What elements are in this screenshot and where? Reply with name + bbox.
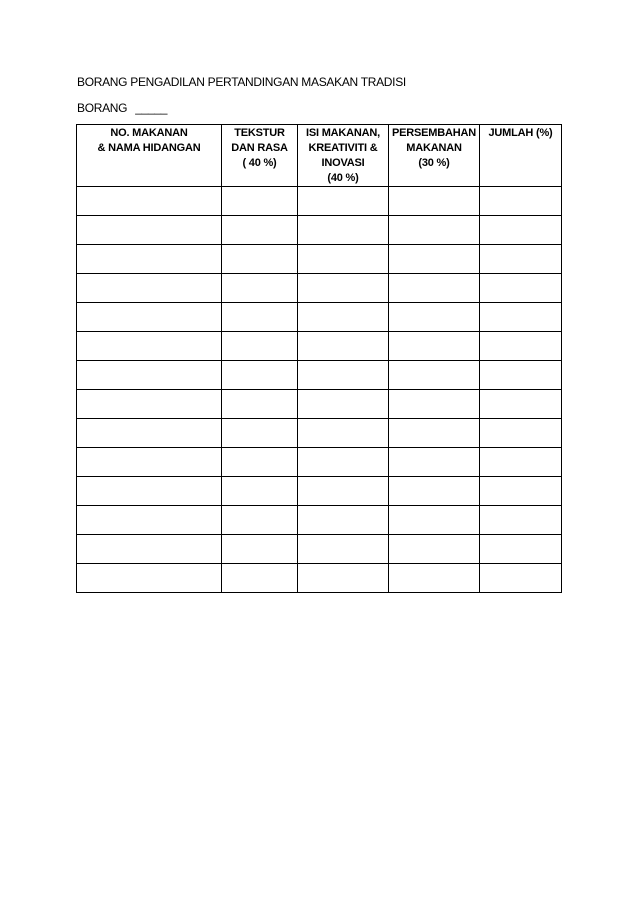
table-row	[77, 274, 562, 303]
table-row	[77, 535, 562, 564]
header-jumlah	[480, 125, 562, 187]
table-row	[77, 419, 562, 448]
header-line: (30 %)	[418, 157, 450, 169]
tekstur-cell[interactable]	[222, 361, 298, 390]
jumlah-cell[interactable]	[480, 506, 562, 535]
jumlah-cell[interactable]	[480, 564, 562, 593]
makanan-cell[interactable]	[77, 564, 222, 593]
jumlah-cell[interactable]	[480, 448, 562, 477]
isi-makanan-cell[interactable]	[298, 390, 389, 419]
jumlah-cell[interactable]	[480, 274, 562, 303]
tekstur-cell[interactable]	[222, 564, 298, 593]
borang-label: BORANG	[77, 101, 128, 115]
tekstur-cell[interactable]	[222, 303, 298, 332]
isi-makanan-cell[interactable]	[298, 564, 389, 593]
makanan-cell[interactable]	[77, 332, 222, 361]
makanan-cell[interactable]	[77, 216, 222, 245]
persembahan-cell[interactable]	[389, 216, 480, 245]
persembahan-cell[interactable]	[389, 274, 480, 303]
tekstur-cell[interactable]	[222, 245, 298, 274]
persembahan-cell[interactable]	[389, 303, 480, 332]
header-line: ( 40 %)	[242, 157, 277, 169]
isi-makanan-cell[interactable]	[298, 245, 389, 274]
isi-makanan-cell[interactable]	[298, 419, 389, 448]
persembahan-cell[interactable]	[389, 245, 480, 274]
jumlah-cell[interactable]	[480, 419, 562, 448]
persembahan-cell[interactable]	[389, 448, 480, 477]
borang-blank-field[interactable]: _____	[135, 101, 168, 115]
header-line: KREATIVITI &	[308, 142, 378, 154]
persembahan-cell[interactable]	[389, 419, 480, 448]
jumlah-cell[interactable]	[480, 332, 562, 361]
isi-makanan-cell[interactable]	[298, 535, 389, 564]
jumlah-cell[interactable]	[480, 303, 562, 332]
table-row	[77, 477, 562, 506]
persembahan-cell[interactable]	[389, 390, 480, 419]
header-line: ISI MAKANAN,	[306, 127, 380, 139]
persembahan-cell[interactable]	[389, 332, 480, 361]
isi-makanan-cell[interactable]	[298, 332, 389, 361]
header-line: INOVASI	[321, 157, 365, 169]
table-row	[77, 216, 562, 245]
header-line: PERSEMBAHAN	[392, 127, 476, 139]
table-header-row	[77, 125, 562, 187]
tekstur-cell[interactable]	[222, 535, 298, 564]
tekstur-cell[interactable]	[222, 187, 298, 216]
isi-makanan-cell[interactable]	[298, 448, 389, 477]
isi-makanan-cell[interactable]	[298, 506, 389, 535]
persembahan-cell[interactable]	[389, 187, 480, 216]
persembahan-cell[interactable]	[389, 506, 480, 535]
header-line: TEKSTUR	[234, 127, 285, 139]
form-title: BORANG PENGADILAN PERTANDINGAN MASAKAN TRADISI	[77, 75, 406, 89]
makanan-cell[interactable]	[77, 419, 222, 448]
table-row	[77, 245, 562, 274]
header-line: DAN RASA	[231, 142, 288, 154]
jumlah-cell[interactable]	[480, 187, 562, 216]
table-row	[77, 390, 562, 419]
header-persembahan	[389, 125, 480, 187]
tekstur-cell[interactable]	[222, 477, 298, 506]
tekstur-cell[interactable]	[222, 419, 298, 448]
tekstur-cell[interactable]	[222, 332, 298, 361]
makanan-cell[interactable]	[77, 448, 222, 477]
tekstur-cell[interactable]	[222, 448, 298, 477]
isi-makanan-cell[interactable]	[298, 187, 389, 216]
jumlah-cell[interactable]	[480, 390, 562, 419]
tekstur-cell[interactable]	[222, 274, 298, 303]
persembahan-cell[interactable]	[389, 361, 480, 390]
score-table-body	[77, 187, 562, 593]
makanan-cell[interactable]	[77, 477, 222, 506]
header-line: NO. MAKANAN	[110, 127, 188, 139]
jumlah-cell[interactable]	[480, 477, 562, 506]
persembahan-cell[interactable]	[389, 564, 480, 593]
makanan-cell[interactable]	[77, 245, 222, 274]
jumlah-cell[interactable]	[480, 216, 562, 245]
table-row	[77, 332, 562, 361]
makanan-cell[interactable]	[77, 361, 222, 390]
tekstur-cell[interactable]	[222, 216, 298, 245]
makanan-cell[interactable]	[77, 187, 222, 216]
header-isi-makanan	[298, 125, 389, 187]
table-row	[77, 303, 562, 332]
makanan-cell[interactable]	[77, 535, 222, 564]
table-row	[77, 448, 562, 477]
makanan-cell[interactable]	[77, 303, 222, 332]
isi-makanan-cell[interactable]	[298, 216, 389, 245]
header-makanan	[77, 125, 222, 187]
isi-makanan-cell[interactable]	[298, 274, 389, 303]
header-tekstur	[222, 125, 298, 187]
makanan-cell[interactable]	[77, 274, 222, 303]
tekstur-cell[interactable]	[222, 506, 298, 535]
persembahan-cell[interactable]	[389, 477, 480, 506]
table-row	[77, 564, 562, 593]
makanan-cell[interactable]	[77, 506, 222, 535]
jumlah-cell[interactable]	[480, 535, 562, 564]
jumlah-cell[interactable]	[480, 361, 562, 390]
header-line: MAKANAN	[406, 142, 462, 154]
isi-makanan-cell[interactable]	[298, 477, 389, 506]
borang-line	[77, 101, 167, 115]
header-line: & NAMA HIDANGAN	[97, 142, 201, 154]
table-row	[77, 361, 562, 390]
isi-makanan-cell[interactable]	[298, 303, 389, 332]
header-line: (40 %)	[327, 172, 359, 184]
score-table	[76, 124, 562, 593]
header-line: JUMLAH (%)	[488, 127, 553, 139]
persembahan-cell[interactable]	[389, 535, 480, 564]
isi-makanan-cell[interactable]	[298, 361, 389, 390]
tekstur-cell[interactable]	[222, 390, 298, 419]
table-row	[77, 187, 562, 216]
makanan-cell[interactable]	[77, 390, 222, 419]
jumlah-cell[interactable]	[480, 245, 562, 274]
table-row	[77, 506, 562, 535]
